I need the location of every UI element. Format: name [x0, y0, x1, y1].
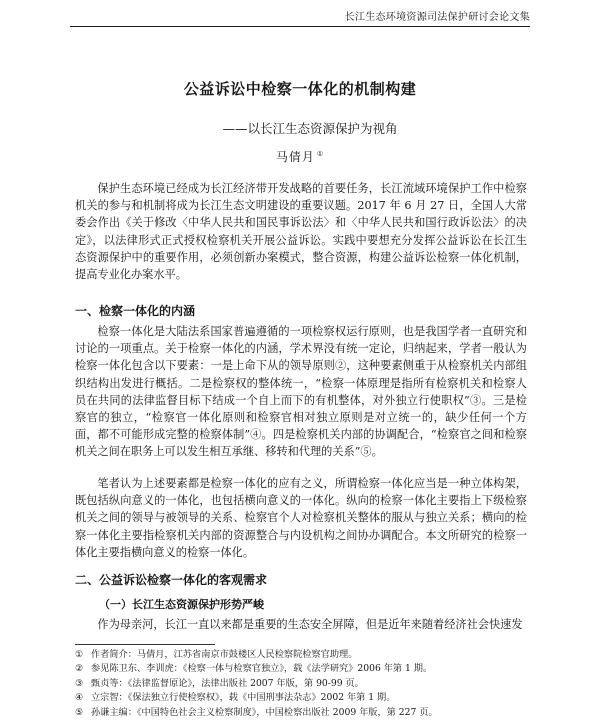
- subsection-2-1-paragraph-1: 作为母亲河，长江一直以来都是重要的生态安全屏障，但是近年来随着经济社会快速发: [97, 618, 523, 631]
- footnote-mark: ①: [75, 649, 84, 660]
- footnote-text: 孙谦主编：《中国特色社会主义检察制度》，中国检察出版社 2009 年版，第 227 页。: [91, 706, 438, 718]
- footnote-text: 作者简介：马倩月，江苏省南京市鼓楼区人民检察院检察官助理。: [91, 649, 358, 660]
- running-header: 长江生态环境资源司法保护研讨会论文集: [70, 8, 530, 27]
- article-title: 公益诉讼中检察一体化的机制构建: [183, 80, 417, 98]
- footnote-text: 甄贞等：《法律监督原论》，法律出版社 2007 年版，第 90-99 页。: [91, 677, 364, 689]
- footnote-mark: ⑤: [75, 706, 84, 718]
- footnote-mark: ③: [75, 677, 84, 689]
- footnote-divider: [75, 644, 215, 645]
- footnote-list: [75, 648, 535, 720]
- footnote-text: 立宗智：《保法独立行使检察权》，载《中国刑事法杂志》2002 年第 1 期。: [91, 692, 396, 704]
- intro-paragraph: 保护生态环境已经成为长江经济带开发战略的首要任务，长江流域环境保护工作中检察机关的参与和机制将成为长江生态文明建设的重要议题。2017 年 6 月 27 日，全国人大常委会作出《关于修改〈中华人民共和国民事诉讼法〉和〈中华人民共和国行政诉讼法〉的决定》，以法律形式正式授权检察机关开展公益诉讼。实践中要想充分发挥公益诉讼在长江生态资源保护中的重要作用，必须创新办案模式，整合资源，构建公益诉讼检察一体化机制，提高专业化办案水平。: [75, 182, 527, 282]
- footnote-mark: ④: [75, 692, 84, 704]
- section-1-paragraph-2: 笔者认为上述要素都是检察一体化的应有之义，所谓检察一体化应当是一种立体构架，既包括纵向意义的一体化，也包括横向意义的一体化。纵向的检察一体化主要指上下级检察机关之间的领导与被领导的关系、检察官个人对检察机关整体的服从与独立关系；横向的检察一体化主要指检察机关内部的资源整合与内设机构之间协办调配合。本文所研究的检察一体化主要指横向意义的检察一体化。: [75, 477, 527, 559]
- section-heading-1: 一、检察一体化的内涵: [75, 304, 196, 318]
- section-1-paragraph-1: 检察一体化是大陆法系国家普遍遵循的一项检察权运行原则，也是我国学者一直研究和讨论的一项重点。关于检察一体化的内涵，学术界没有统一定论，归纳起来，学者一般认为检察一体化包含以下要素：一是上命下从的领导原则②，这种要素侧重于从检察机关内部组织结构出发进行概括。二是检察权的整体统一，“检察一体原理是指所有检察机关和检察人员在共同的法律监督目标下结成一个自上而下的有机整体，对外独立行使职权”③。三是检察官的独立，“检察官一体化原则和检察官相对独立原则是对立统一的，缺少任何一个方面，都不可能形成完整的检察体制”④。四是检察机关内部的协调配合，“检察官之间和检察机关之间在职务上可以发生相互承继、移转和代理的关系”⑤。: [75, 325, 527, 459]
- article-subtitle: ——以长江生态资源保护为视角: [222, 121, 398, 136]
- section-heading-2: 二、公益诉讼检察一体化的客观需求: [75, 573, 268, 587]
- footnote-1: [75, 648, 535, 662]
- author-name: 马倩月: [275, 150, 315, 164]
- subsection-heading-2-1: （一）长江生态资源保护形势严峻: [99, 598, 264, 611]
- footnote-text: 参见陈卫东、李训虎：《检察一体与检察官独立》，载《法学研究》2006 年第 1 期。: [91, 663, 433, 675]
- author-line: [0, 148, 600, 165]
- footnote-5: [75, 706, 535, 720]
- footnote-4: [75, 691, 535, 705]
- footnote-3: [75, 677, 535, 691]
- footnote-mark: ②: [75, 663, 84, 675]
- footnote-2: [75, 662, 535, 676]
- author-footnote-mark[interactable]: ①: [316, 150, 325, 158]
